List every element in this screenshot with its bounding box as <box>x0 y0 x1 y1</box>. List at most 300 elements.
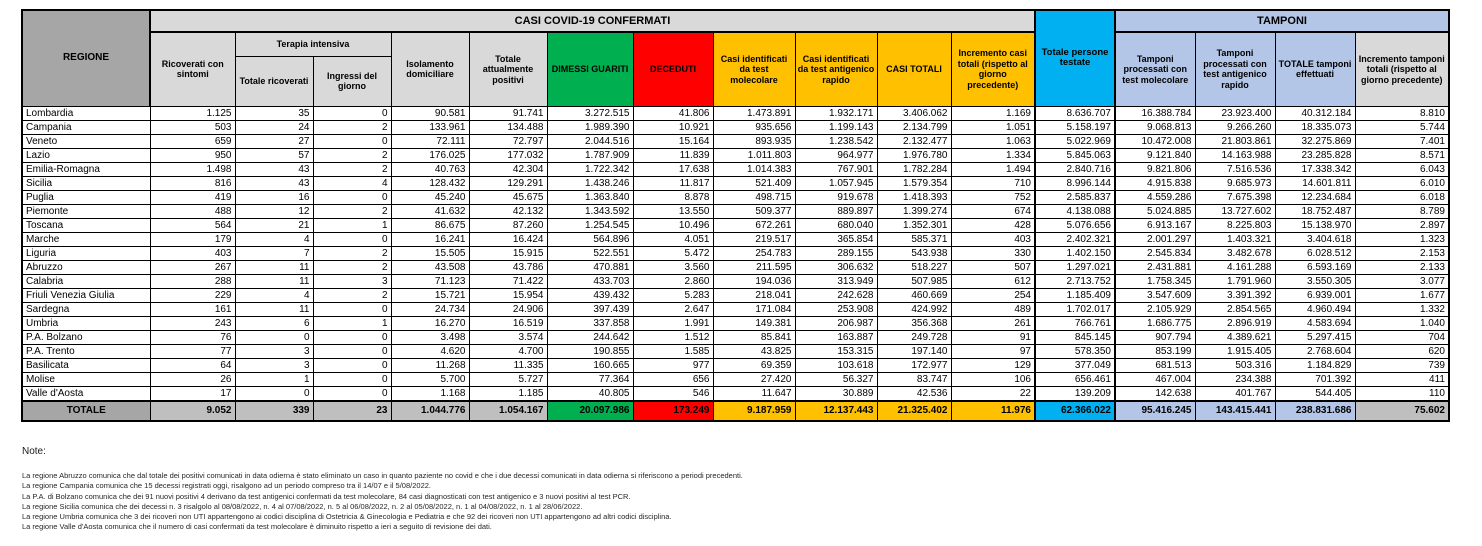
value-cell: 411 <box>1355 372 1449 386</box>
notes-title: Note: <box>22 446 46 457</box>
value-cell: 313.949 <box>795 274 877 288</box>
value-cell: 243 <box>150 316 235 330</box>
value-cell: 20.097.986 <box>547 401 633 421</box>
value-cell: 17 <box>150 386 235 401</box>
value-cell: 8.996.144 <box>1035 176 1115 190</box>
value-cell: 0 <box>313 134 391 148</box>
value-cell: 2.840.716 <box>1035 162 1115 176</box>
value-cell: 171.084 <box>713 302 795 316</box>
value-cell: 1.063 <box>951 134 1035 148</box>
value-cell: 75.602 <box>1355 401 1449 421</box>
value-cell: 43 <box>235 162 313 176</box>
value-cell: 15.954 <box>469 288 547 302</box>
value-cell: 853.199 <box>1115 344 1195 358</box>
value-cell: 1.932.171 <box>795 106 877 120</box>
value-cell: 3.391.392 <box>1195 288 1275 302</box>
value-cell: 9.121.840 <box>1115 148 1195 162</box>
note-umbria: La regione Umbria comunica che 3 dei ricoveri non UTI appartengono ai codici disciplina di Ostetricia & Ginecologia e Pediatria e che 92 dei ricoveri non UTI appartengono ad altri codici disciplina. <box>22 512 672 522</box>
value-cell: 6.043 <box>1355 162 1449 176</box>
table-row <box>22 176 1449 190</box>
value-cell: 4 <box>313 176 391 190</box>
value-cell: 76 <box>150 330 235 344</box>
value-cell: 289.155 <box>795 246 877 260</box>
value-cell: 57 <box>235 148 313 162</box>
value-cell: 950 <box>150 148 235 162</box>
value-cell: 218.041 <box>713 288 795 302</box>
value-cell: 13.727.602 <box>1195 204 1275 218</box>
value-cell: 1.297.021 <box>1035 260 1115 274</box>
table-row <box>22 344 1449 358</box>
value-cell: 6 <box>235 316 313 330</box>
value-cell: 6.593.169 <box>1275 260 1355 274</box>
value-cell: 211.595 <box>713 260 795 274</box>
value-cell: 935.656 <box>713 120 795 134</box>
region-name: Friuli Venezia Giulia <box>22 288 150 302</box>
value-cell: 2.545.834 <box>1115 246 1195 260</box>
value-cell: 72.111 <box>391 134 469 148</box>
value-cell: 2.134.799 <box>877 120 951 134</box>
value-cell: 470.881 <box>547 260 633 274</box>
region-name: Puglia <box>22 190 150 204</box>
value-cell: 8.571 <box>1355 148 1449 162</box>
value-cell: 83.747 <box>877 372 951 386</box>
value-cell: 11.817 <box>633 176 713 190</box>
value-cell: 288 <box>150 274 235 288</box>
value-cell: 1.418.393 <box>877 190 951 204</box>
region-name: Emilia-Romagna <box>22 162 150 176</box>
col-header-casi-test-molecolare: Casi identificati da test molecolare <box>713 32 795 106</box>
value-cell: 45.675 <box>469 190 547 204</box>
value-cell: 1.044.776 <box>391 401 469 421</box>
value-cell: 907.794 <box>1115 330 1195 344</box>
value-cell: 4.583.694 <box>1275 316 1355 330</box>
value-cell: 90.581 <box>391 106 469 120</box>
value-cell: 503.316 <box>1195 358 1275 372</box>
value-cell: 1.199.143 <box>795 120 877 134</box>
value-cell: 1.579.354 <box>877 176 951 190</box>
table-row <box>22 302 1449 316</box>
value-cell: 0 <box>313 386 391 401</box>
value-cell: 26 <box>150 372 235 386</box>
value-cell: 2.768.604 <box>1275 344 1355 358</box>
value-cell: 106 <box>951 372 1035 386</box>
value-cell: 5.700 <box>391 372 469 386</box>
table-row <box>22 190 1449 204</box>
value-cell: 238.831.686 <box>1275 401 1355 421</box>
value-cell: 244.642 <box>547 330 633 344</box>
value-cell: 234.388 <box>1195 372 1275 386</box>
value-cell: 681.513 <box>1115 358 1195 372</box>
col-header-casi-test-antigenico: Casi identificati da test antigenico rapido <box>795 32 877 106</box>
value-cell: 2.713.752 <box>1035 274 1115 288</box>
value-cell: 129.291 <box>469 176 547 190</box>
value-cell: 2.133 <box>1355 260 1449 274</box>
value-cell: 1.403.321 <box>1195 232 1275 246</box>
value-cell: 507 <box>951 260 1035 274</box>
value-cell: 16 <box>235 190 313 204</box>
value-cell: 710 <box>951 176 1035 190</box>
value-cell: 397.439 <box>547 302 633 316</box>
value-cell: 543.938 <box>877 246 951 260</box>
value-cell: 2.896.919 <box>1195 316 1275 330</box>
value-cell: 1.238.542 <box>795 134 877 148</box>
value-cell: 2 <box>313 288 391 302</box>
table-row <box>22 358 1449 372</box>
value-cell: 45.240 <box>391 190 469 204</box>
value-cell: 356.368 <box>877 316 951 330</box>
col-header-tamponi-molecolare: Tamponi processati con test molecolare <box>1115 32 1195 106</box>
value-cell: 7 <box>235 246 313 260</box>
value-cell: 1.185 <box>469 386 547 401</box>
value-cell: 1.185.409 <box>1035 288 1115 302</box>
note-valle-daosta: La regione Valle d'Aosta comunica che il numero di casi confermati da test molecolare è diminuito rispetto a ieri a seguito di revisione dei dati. <box>22 522 492 532</box>
value-cell: 564.896 <box>547 232 633 246</box>
value-cell: 197.140 <box>877 344 951 358</box>
value-cell: 365.854 <box>795 232 877 246</box>
value-cell: 22 <box>951 386 1035 401</box>
value-cell: 1.758.345 <box>1115 274 1195 288</box>
value-cell: 5.472 <box>633 246 713 260</box>
value-cell: 14.163.988 <box>1195 148 1275 162</box>
value-cell: 179 <box>150 232 235 246</box>
region-name: Sardegna <box>22 302 150 316</box>
value-cell: 95.416.245 <box>1115 401 1195 421</box>
value-cell: 656 <box>633 372 713 386</box>
value-cell: 612 <box>951 274 1035 288</box>
value-cell: 12 <box>235 204 313 218</box>
value-cell: 2.153 <box>1355 246 1449 260</box>
value-cell: 0 <box>313 232 391 246</box>
table-row <box>22 246 1449 260</box>
value-cell: 242.628 <box>795 288 877 302</box>
value-cell: 6.913.167 <box>1115 218 1195 232</box>
value-cell: 11.268 <box>391 358 469 372</box>
value-cell: 17.638 <box>633 162 713 176</box>
value-cell: 23.923.400 <box>1195 106 1275 120</box>
value-cell: 467.004 <box>1115 372 1195 386</box>
value-cell: 4 <box>235 232 313 246</box>
value-cell: 503 <box>150 120 235 134</box>
value-cell: 1.512 <box>633 330 713 344</box>
value-cell: 1.334 <box>951 148 1035 162</box>
value-cell: 3.560 <box>633 260 713 274</box>
value-cell: 1.057.945 <box>795 176 877 190</box>
value-cell: 521.409 <box>713 176 795 190</box>
value-cell: 71.422 <box>469 274 547 288</box>
value-cell: 546 <box>633 386 713 401</box>
value-cell: 30.889 <box>795 386 877 401</box>
value-cell: 1.989.390 <box>547 120 633 134</box>
value-cell: 2 <box>313 246 391 260</box>
value-cell: 1.494 <box>951 162 1035 176</box>
region-name: P.A. Trento <box>22 344 150 358</box>
value-cell: 1.722.342 <box>547 162 633 176</box>
value-cell: 1.686.775 <box>1115 316 1195 330</box>
value-cell: 160.665 <box>547 358 633 372</box>
value-cell: 433.703 <box>547 274 633 288</box>
note-bolzano: La P.A. di Bolzano comunica che dei 91 nuovi positivi 4 derivano da test antigenici confermati da test molecolare, 84 casi diagnosticati con test antigenico e 3 nuovi positivi al test PCR. <box>22 491 631 501</box>
value-cell: 3.547.609 <box>1115 288 1195 302</box>
value-cell: 1.125 <box>150 106 235 120</box>
value-cell: 173.249 <box>633 401 713 421</box>
value-cell: 845.145 <box>1035 330 1115 344</box>
value-cell: 21.325.402 <box>877 401 951 421</box>
value-cell: 2.431.881 <box>1115 260 1195 274</box>
value-cell: 5.845.063 <box>1035 148 1115 162</box>
value-cell: 9.821.806 <box>1115 162 1195 176</box>
value-cell: 15.164 <box>633 134 713 148</box>
value-cell: 0 <box>313 344 391 358</box>
value-cell: 2 <box>313 162 391 176</box>
value-cell: 77.364 <box>547 372 633 386</box>
value-cell: 9.068.813 <box>1115 120 1195 134</box>
value-cell: 10.921 <box>633 120 713 134</box>
region-name: Campania <box>22 120 150 134</box>
value-cell: 42.304 <box>469 162 547 176</box>
value-cell: 143.415.441 <box>1195 401 1275 421</box>
table-row <box>22 106 1449 120</box>
value-cell: 2.647 <box>633 302 713 316</box>
value-cell: 103.618 <box>795 358 877 372</box>
notes-section <box>22 446 743 533</box>
value-cell: 219.517 <box>713 232 795 246</box>
value-cell: 5.076.656 <box>1035 218 1115 232</box>
col-header-incremento-casi: Incremento casi totali (rispetto al giorno precedente) <box>951 32 1035 106</box>
table-row <box>22 232 1449 246</box>
table-header <box>22 10 1449 106</box>
value-cell: 1.363.840 <box>547 190 633 204</box>
value-cell: 110 <box>1355 386 1449 401</box>
value-cell: 6.939.001 <box>1275 288 1355 302</box>
value-cell: 2 <box>313 260 391 274</box>
value-cell: 42.536 <box>877 386 951 401</box>
region-name: P.A. Bolzano <box>22 330 150 344</box>
value-cell: 0 <box>235 386 313 401</box>
value-cell: 578.350 <box>1035 344 1115 358</box>
value-cell: 403 <box>150 246 235 260</box>
value-cell: 2.105.929 <box>1115 302 1195 316</box>
value-cell: 1.677 <box>1355 288 1449 302</box>
value-cell: 2.860 <box>633 274 713 288</box>
region-name: Molise <box>22 372 150 386</box>
value-cell: 254.783 <box>713 246 795 260</box>
value-cell: 4.161.288 <box>1195 260 1275 274</box>
value-cell: 1 <box>313 316 391 330</box>
value-cell: 249.728 <box>877 330 951 344</box>
table-row <box>22 316 1449 330</box>
value-cell: 4 <box>235 288 313 302</box>
value-cell: 6.018 <box>1355 190 1449 204</box>
value-cell: 71.123 <box>391 274 469 288</box>
table-row <box>22 330 1449 344</box>
value-cell: 16.241 <box>391 232 469 246</box>
value-cell: 40.763 <box>391 162 469 176</box>
value-cell: 1.585 <box>633 344 713 358</box>
value-cell: 659 <box>150 134 235 148</box>
value-cell: 4.559.286 <box>1115 190 1195 204</box>
value-cell: 498.715 <box>713 190 795 204</box>
value-cell: 35 <box>235 106 313 120</box>
value-cell: 9.187.959 <box>713 401 795 421</box>
value-cell: 149.381 <box>713 316 795 330</box>
value-cell: 3.482.678 <box>1195 246 1275 260</box>
value-cell: 15.138.970 <box>1275 218 1355 232</box>
value-cell: 2.897 <box>1355 218 1449 232</box>
value-cell: 12.234.684 <box>1275 190 1355 204</box>
col-header-totale-attualmente-positivi: Totale attualmente positivi <box>469 32 547 106</box>
value-cell: 0 <box>235 330 313 344</box>
covid-report-table-container <box>21 9 1450 422</box>
value-cell: 10.472.008 <box>1115 134 1195 148</box>
value-cell: 43.786 <box>469 260 547 274</box>
value-cell: 672.261 <box>713 218 795 232</box>
totale-row <box>22 401 1449 421</box>
note-abruzzo: La regione Abruzzo comunica che dal totale dei positivi comunicati in data odierna è stato eliminato un caso in quanto paziente no covid e che i due decessi comunicati in data odierna si riferiscono a periodi precedenti. <box>22 471 743 480</box>
col-header-deceduti: DECEDUTI <box>633 32 713 106</box>
value-cell: 21.803.861 <box>1195 134 1275 148</box>
value-cell: 8.810 <box>1355 106 1449 120</box>
value-cell: 161 <box>150 302 235 316</box>
value-cell: 8.225.803 <box>1195 218 1275 232</box>
value-cell: 12.137.443 <box>795 401 877 421</box>
value-cell: 964.977 <box>795 148 877 162</box>
col-header-regione: REGIONE <box>22 10 150 106</box>
value-cell: 8.789 <box>1355 204 1449 218</box>
col-header-totale-ricoverati: Totale ricoverati <box>235 56 313 106</box>
value-cell: 41.632 <box>391 204 469 218</box>
value-cell: 3 <box>235 344 313 358</box>
value-cell: 43.508 <box>391 260 469 274</box>
value-cell: 5.283 <box>633 288 713 302</box>
value-cell: 86.675 <box>391 218 469 232</box>
value-cell: 23.285.828 <box>1275 148 1355 162</box>
value-cell: 6.010 <box>1355 176 1449 190</box>
table-row <box>22 218 1449 232</box>
value-cell: 18.752.487 <box>1275 204 1355 218</box>
value-cell: 1.438.246 <box>547 176 633 190</box>
value-cell: 72.797 <box>469 134 547 148</box>
value-cell: 1.402.150 <box>1035 246 1115 260</box>
value-cell: 97 <box>951 344 1035 358</box>
value-cell: 10.496 <box>633 218 713 232</box>
value-cell: 460.669 <box>877 288 951 302</box>
value-cell: 16.270 <box>391 316 469 330</box>
value-cell: 339 <box>235 401 313 421</box>
value-cell: 620 <box>1355 344 1449 358</box>
col-header-ricoverati-con-sintomi: Ricoverati con sintomi <box>150 32 235 106</box>
value-cell: 1.332 <box>1355 302 1449 316</box>
value-cell: 1.014.383 <box>713 162 795 176</box>
value-cell: 4.915.838 <box>1115 176 1195 190</box>
value-cell: 3.077 <box>1355 274 1449 288</box>
table-row <box>22 386 1449 401</box>
value-cell: 739 <box>1355 358 1449 372</box>
value-cell: 11.647 <box>713 386 795 401</box>
value-cell: 1.168 <box>391 386 469 401</box>
value-cell: 0 <box>313 358 391 372</box>
value-cell: 1.040 <box>1355 316 1449 330</box>
value-cell: 1.399.274 <box>877 204 951 218</box>
value-cell: 2 <box>313 204 391 218</box>
value-cell: 17.338.342 <box>1275 162 1355 176</box>
value-cell: 5.744 <box>1355 120 1449 134</box>
value-cell: 24 <box>235 120 313 134</box>
value-cell: 1.976.780 <box>877 148 951 162</box>
value-cell: 14.601.811 <box>1275 176 1355 190</box>
value-cell: 16.519 <box>469 316 547 330</box>
value-cell: 91 <box>951 330 1035 344</box>
value-cell: 9.266.260 <box>1195 120 1275 134</box>
value-cell: 3 <box>235 358 313 372</box>
table-body <box>22 106 1449 421</box>
value-cell: 194.036 <box>713 274 795 288</box>
value-cell: 1.343.592 <box>547 204 633 218</box>
value-cell: 1.323 <box>1355 232 1449 246</box>
value-cell: 69.359 <box>713 358 795 372</box>
value-cell: 0 <box>313 190 391 204</box>
value-cell: 18.335.073 <box>1275 120 1355 134</box>
value-cell: 401.767 <box>1195 386 1275 401</box>
value-cell: 3.574 <box>469 330 547 344</box>
value-cell: 656.461 <box>1035 372 1115 386</box>
value-cell: 585.371 <box>877 232 951 246</box>
value-cell: 16.424 <box>469 232 547 246</box>
value-cell: 229 <box>150 288 235 302</box>
col-header-ingressi-del-giorno: Ingressi del giorno <box>313 56 391 106</box>
value-cell: 893.935 <box>713 134 795 148</box>
value-cell: 0 <box>313 302 391 316</box>
value-cell: 4.138.088 <box>1035 204 1115 218</box>
value-cell: 128.432 <box>391 176 469 190</box>
value-cell: 4.389.621 <box>1195 330 1275 344</box>
value-cell: 176.025 <box>391 148 469 162</box>
col-header-incremento-tamponi: Incremento tamponi totali (rispetto al giorno precedente) <box>1355 32 1449 106</box>
value-cell: 133.961 <box>391 120 469 134</box>
value-cell: 42.132 <box>469 204 547 218</box>
group-header-tamponi: TAMPONI <box>1115 10 1449 32</box>
table-row <box>22 148 1449 162</box>
value-cell: 1.352.301 <box>877 218 951 232</box>
value-cell: 7.516.536 <box>1195 162 1275 176</box>
value-cell: 816 <box>150 176 235 190</box>
value-cell: 1.991 <box>633 316 713 330</box>
value-cell: 9.685.973 <box>1195 176 1275 190</box>
value-cell: 680.040 <box>795 218 877 232</box>
value-cell: 8.636.707 <box>1035 106 1115 120</box>
value-cell: 11.839 <box>633 148 713 162</box>
value-cell: 40.312.184 <box>1275 106 1355 120</box>
value-cell: 11.335 <box>469 358 547 372</box>
note-sicilia: La regione Sicilia comunica che dei decessi n. 3 risalgolo al 08/08/2022, n. 4 al 07/08/2022, n. 5 al 06/08/2022, n. 2 al 05/08/2022, n. 1 al 04/08/2022, n. 1 al 28/06/2022. <box>22 501 583 511</box>
value-cell: 752 <box>951 190 1035 204</box>
value-cell: 1.169 <box>951 106 1035 120</box>
value-cell: 134.488 <box>469 120 547 134</box>
value-cell: 1.254.545 <box>547 218 633 232</box>
value-cell: 8.878 <box>633 190 713 204</box>
covid-report-table <box>21 9 1450 422</box>
value-cell: 41.806 <box>633 106 713 120</box>
value-cell: 153.315 <box>795 344 877 358</box>
value-cell: 27 <box>235 134 313 148</box>
value-cell: 564 <box>150 218 235 232</box>
col-header-casi-totali: CASI TOTALI <box>877 32 951 106</box>
value-cell: 15.721 <box>391 288 469 302</box>
value-cell: 1.054.167 <box>469 401 547 421</box>
value-cell: 4.620 <box>391 344 469 358</box>
value-cell: 0 <box>313 330 391 344</box>
value-cell: 5.158.197 <box>1035 120 1115 134</box>
region-name: Calabria <box>22 274 150 288</box>
